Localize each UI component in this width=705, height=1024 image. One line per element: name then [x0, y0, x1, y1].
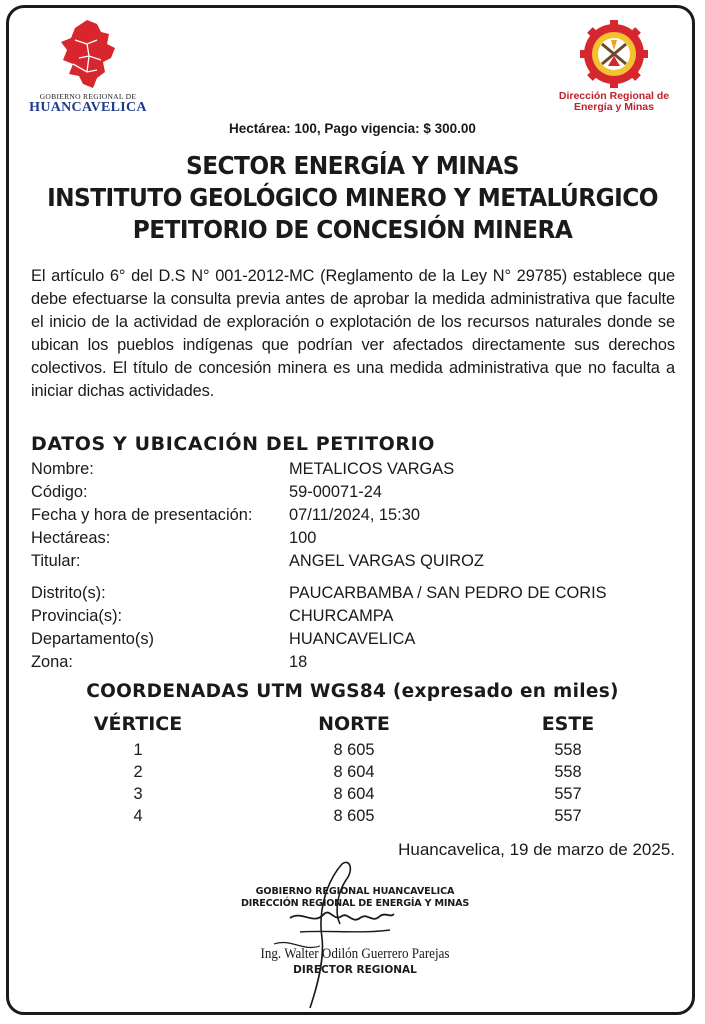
stamp-line-1: GOBIERNO REGIONAL HUANCAVELICA	[255, 886, 455, 897]
field-nombre	[31, 458, 671, 480]
field-value: CHURCAMPA	[289, 607, 394, 625]
field-zona	[31, 651, 671, 673]
field-value: 18	[289, 653, 308, 671]
signature-block	[230, 852, 480, 1012]
signatory-role: DIRECTOR REGIONAL	[293, 964, 417, 976]
cell-vertice: 3	[133, 785, 143, 803]
cell-norte: 8 605	[333, 807, 375, 825]
field-titular	[31, 550, 671, 572]
field-departamento	[31, 628, 671, 650]
table-row	[0, 805, 705, 827]
field-value: PAUCARBAMBA / SAN PEDRO DE CORIS	[289, 584, 607, 602]
cell-norte: 8 605	[333, 741, 375, 759]
table-row	[0, 783, 705, 805]
field-label: Código:	[31, 483, 88, 501]
title-instituto: INSTITUTO GEOLÓGICO MINERO Y METALÚRGICO	[47, 183, 658, 212]
huancavelica-map-icon	[53, 18, 123, 90]
header-vertice: VÉRTICE	[93, 713, 183, 735]
field-value: 07/11/2024, 15:30	[289, 506, 420, 524]
handwritten-signature	[230, 852, 480, 1012]
field-label: Zona:	[31, 653, 73, 671]
dirección-regional-logo	[546, 20, 682, 113]
cell-este: 558	[554, 763, 582, 781]
document-titles	[0, 150, 705, 246]
field-codigo	[31, 481, 671, 503]
section-title: DATOS Y UBICACIÓN DEL PETITORIO	[31, 433, 436, 455]
field-label: Titular:	[31, 552, 81, 570]
field-value: 59-00071-24	[289, 483, 382, 501]
header-este: ESTE	[541, 713, 595, 735]
stamp-line-2: DIRECCIÓN REGIONAL DE ENERGÍA Y MINAS	[240, 898, 470, 909]
field-label: Fecha y hora de presentación:	[31, 506, 253, 524]
cell-vertice: 1	[133, 741, 143, 759]
table-row	[0, 761, 705, 783]
cell-este: 558	[554, 741, 582, 759]
dirección-regional-name: Dirección Regional de Energía y Minas	[558, 90, 670, 113]
field-fecha	[31, 504, 671, 526]
date-line: Huancavelica, 19 de marzo de 2025.	[398, 840, 675, 859]
field-label: Provincia(s):	[31, 607, 123, 625]
coords-title: COORDENADAS UTM WGS84 (expresado en miles)	[86, 681, 619, 702]
gobierno-regional-logo	[28, 18, 148, 118]
gear-emblem-icon	[579, 20, 649, 88]
field-value: 100	[289, 529, 317, 547]
field-hectareas	[31, 527, 671, 549]
cell-este: 557	[554, 785, 582, 803]
signatory-name: Ing. Walter Odilón Guerrero Parejas	[260, 946, 450, 962]
table-row	[0, 739, 705, 761]
cell-norte: 8 604	[333, 785, 375, 803]
field-value: HUANCAVELICA	[289, 630, 416, 648]
legal-paragraph: El artículo 6° del D.S N° 001-2012-MC (Reglamento de la Ley N° 29785) establece que debe efectuarse la consulta previa antes de aprobar la medida administrativa que faculte el inicio de la actividad de exploración o explotación de los recursos naturales donde se ubican los pueblos indígenas que podrían ver afectados directamente sus derechos colectivos. El título de concesión minera es una medida administrativa que no faculta a iniciar dichas actividades.	[31, 267, 675, 400]
field-provincia	[31, 605, 671, 627]
header-norte: NORTE	[318, 713, 390, 735]
title-petitorio: PETITORIO DE CONCESIÓN MINERA	[132, 215, 573, 244]
field-label: Hectáreas:	[31, 529, 111, 547]
fee-line: Hectárea: 100, Pago vigencia: $ 300.00	[229, 121, 476, 136]
field-label: Departamento(s)	[31, 630, 154, 648]
field-value: ANGEL VARGAS QUIROZ	[289, 552, 484, 570]
field-value: METALICOS VARGAS	[289, 460, 455, 478]
cell-norte: 8 604	[333, 763, 375, 781]
field-label: Nombre:	[31, 460, 94, 478]
logo-big-text: HUANCAVELICA	[29, 100, 147, 115]
cell-vertice: 2	[133, 763, 143, 781]
cell-vertice: 4	[133, 807, 143, 825]
cell-este: 557	[554, 807, 582, 825]
field-label: Distrito(s):	[31, 584, 106, 602]
title-sector: SECTOR ENERGÍA Y MINAS	[186, 151, 519, 180]
logo-small-text: GOBIERNO REGIONAL DE	[39, 92, 137, 101]
field-distrito	[31, 582, 671, 604]
